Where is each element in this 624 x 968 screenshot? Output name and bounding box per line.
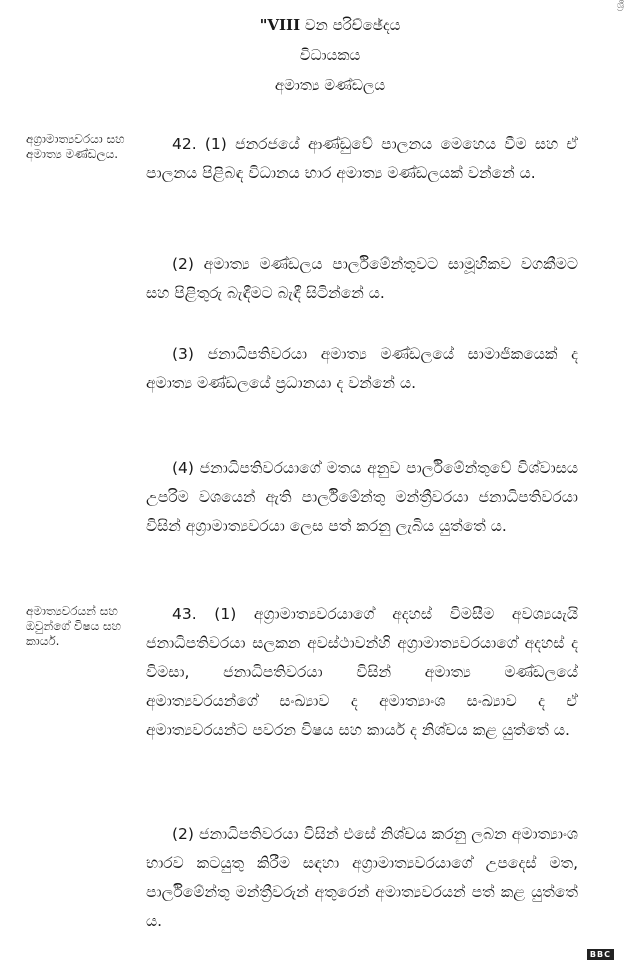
margin-note-43: අමාත්‍යවරයන් සහ ඔවුන්ගේ විෂය සහ කාර්ය. bbox=[26, 604, 122, 648]
bbc-watermark: BBC bbox=[587, 949, 614, 960]
chapter-subheading: විධායකය bbox=[299, 46, 361, 64]
paragraph-42-4: (4) ජනාධිපතිවරයාගේ මතය අනුව පාර්ලිමේන්තුවේ විශ්වාසය උපරිම වශයෙන් ඇති පාර්ලිමේන්තු මන්ත්‍රීවරයා ජනාධිපතිවරයා විසින් අග්‍රාමාත්‍යවරයා ලෙස පත් කරනු ලැබිය යුත්තේ ය. bbox=[146, 459, 578, 535]
paragraph-42-2: (2) අමාත්‍ය මණ්ඩලය පාර්ලිමේන්තුවට සාමූහිකව වගකීමට සහ පිළිතුරු බැඳීමට බැඳී සිටින්නේ ය. bbox=[146, 255, 578, 302]
corner-text: ශ්‍රී bbox=[616, 0, 624, 11]
chapter-title: අමාත්‍ය මණ්ඩලය bbox=[274, 76, 386, 94]
paragraph-42-1: 42. (1) ජනරජයේ ආණ්ඩුවේ පාලනය මෙහෙය වීම සහ ඒ පාලනය පිළිබඳ විධානය භාර අමාත්‍ය මණ්ඩලයක් වන්නේ ය. bbox=[146, 135, 578, 182]
chapter-number bbox=[150, 16, 510, 34]
chapter-word: වන පරිච්ඡේදය bbox=[300, 16, 401, 34]
paragraph-43-2: (2) ජනාධිපතිවරයා විසින් එසේ නිශ්චය කරනු ලබන අමාත්‍යාංශ භාරව කටයුතු කිරීම සඳහා අග්‍රාමාත්‍යවරයාගේ උපදෙස් මත, පාර්ලිමේන්තු මන්ත්‍රීවරුන් අතුරෙන් අමාත්‍යවරයන් පත් කළ යුත්තේ ය. bbox=[146, 825, 578, 930]
margin-note-42: අග්‍රාමාත්‍යවරයා සහ අමාත්‍ය මණ්ඩලය. bbox=[26, 132, 125, 161]
paragraph-42-3: (3) ජනාධිපතිවරයා අමාත්‍ය මණ්ඩලයේ සාමාජිකයෙක් ද අමාත්‍ය මණ්ඩලයේ ප්‍රධානයා ද වන්නේ ය. bbox=[146, 345, 578, 392]
paragraph-43-1: 43. (1) අග්‍රාමාත්‍යවරයාගේ අදහස් විමසීම අවශ්‍යයැයි ජනාධිපතිවරයා සලකන අවස්ථාවන්හි අග්‍රාමාත්‍යවරයාගේ අදහස් ද විමසා, ජනාධිපතිවරයා විසින් අමාත්‍ය මණ්ඩලයේ අමාත්‍යවරයන්ගේ සංඛ්‍යාව ද අමාත්‍යාංශ සංඛ්‍යාව ද ඒ අමාත්‍යවරයන්ට පවරන විෂය සහ කාර්ය ද නිශ්චය කළ යුත්තේ ය. bbox=[146, 605, 578, 739]
chapter-number-bold: "VIII bbox=[259, 16, 301, 34]
